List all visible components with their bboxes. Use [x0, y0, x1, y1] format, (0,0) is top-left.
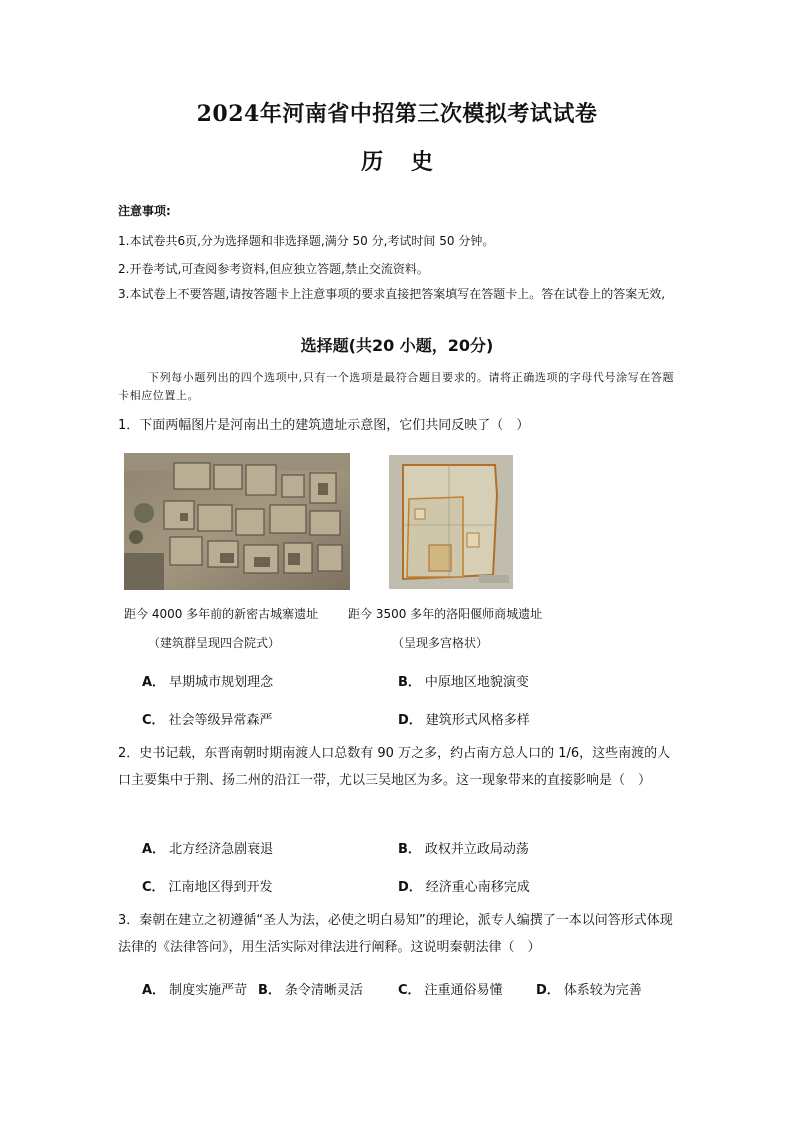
option-a: A． 制度实施严苛 — [142, 983, 248, 998]
option-c: C． 江南地区得到开发 — [142, 880, 273, 895]
option-b: B． 中原地区地貌演变 — [398, 675, 529, 690]
city-plan-map — [389, 455, 513, 589]
option-d: D． 建筑形式风格多样 — [398, 713, 530, 728]
note-item: 1.本试卷共6页,分为选择题和非选择题,满分 50 分,考试时间 50 分钟。 — [118, 234, 495, 248]
option-d: D． 经济重心南移完成 — [398, 880, 530, 895]
subject-title: 历 史 — [361, 149, 433, 175]
option-c: C． 社会等级异常森严 — [142, 713, 273, 728]
note-item: 2.开卷考试,可查阅参考资料,但应独立答题,禁止交流资料。 — [118, 262, 429, 276]
notes-heading: 注意事项: — [118, 204, 171, 218]
option-a: A． 北方经济急剧衰退 — [142, 842, 274, 857]
exam-title: 2024年河南省中招第三次模拟考试试卷 — [196, 101, 598, 127]
image-caption: 距今 4000 多年前的新密古城寨遗址 — [124, 607, 319, 621]
excavation-site-photo — [124, 453, 350, 590]
option-d: D． 体系较为完善 — [536, 983, 642, 998]
image-caption: 距今 3500 多年的洛阳偃师商城遗址 — [348, 607, 543, 621]
image-subcaption: （建筑群呈现四合院式） — [148, 636, 281, 650]
section-title: 选择题(共20 小题，20分) — [300, 336, 494, 355]
option-b: B． 政权并立政局动荡 — [398, 842, 529, 857]
question-stem: 3．秦朝在建立之初遵循“圣人为法，必使之明白易知”的理论，派专人编撰了一本以问答形式体现法律的《法律答问》，用生活实际对律法进行阐释。这说明秦朝法律（ ） — [118, 913, 673, 955]
image-subcaption: （呈现多宫格状） — [392, 636, 489, 650]
question-stem: 2．史书记载，东晋南朝时期南渡人口总数有 90 万之多，约占南方总人口的 1/6，这些南渡的人口主要集中于荆、扬二州的沿江一带，尤以三吴地区为多。这一现象带来的直接影响是（ ） — [118, 746, 671, 788]
option-b: B． 条令清晰灵活 — [258, 983, 363, 998]
question-stem: 1．下面两幅图片是河南出土的建筑遗址示意图，它们共同反映了（ ） — [118, 418, 530, 433]
option-c: C． 注重通俗易懂 — [398, 983, 503, 998]
option-a: A． 早期城市规划理念 — [142, 675, 274, 690]
section-instruction: 下列每小题列出的四个选项中,只有一个选项是最符合题目要求的。请将正确选项的字母代号涂写在答题卡相应位置上。 — [118, 371, 675, 402]
note-item: 3.本试卷上不要答题,请按答题卡上注意事项的要求直接把答案填写在答题卡上。答在试卷上的答案无效, — [118, 287, 666, 301]
